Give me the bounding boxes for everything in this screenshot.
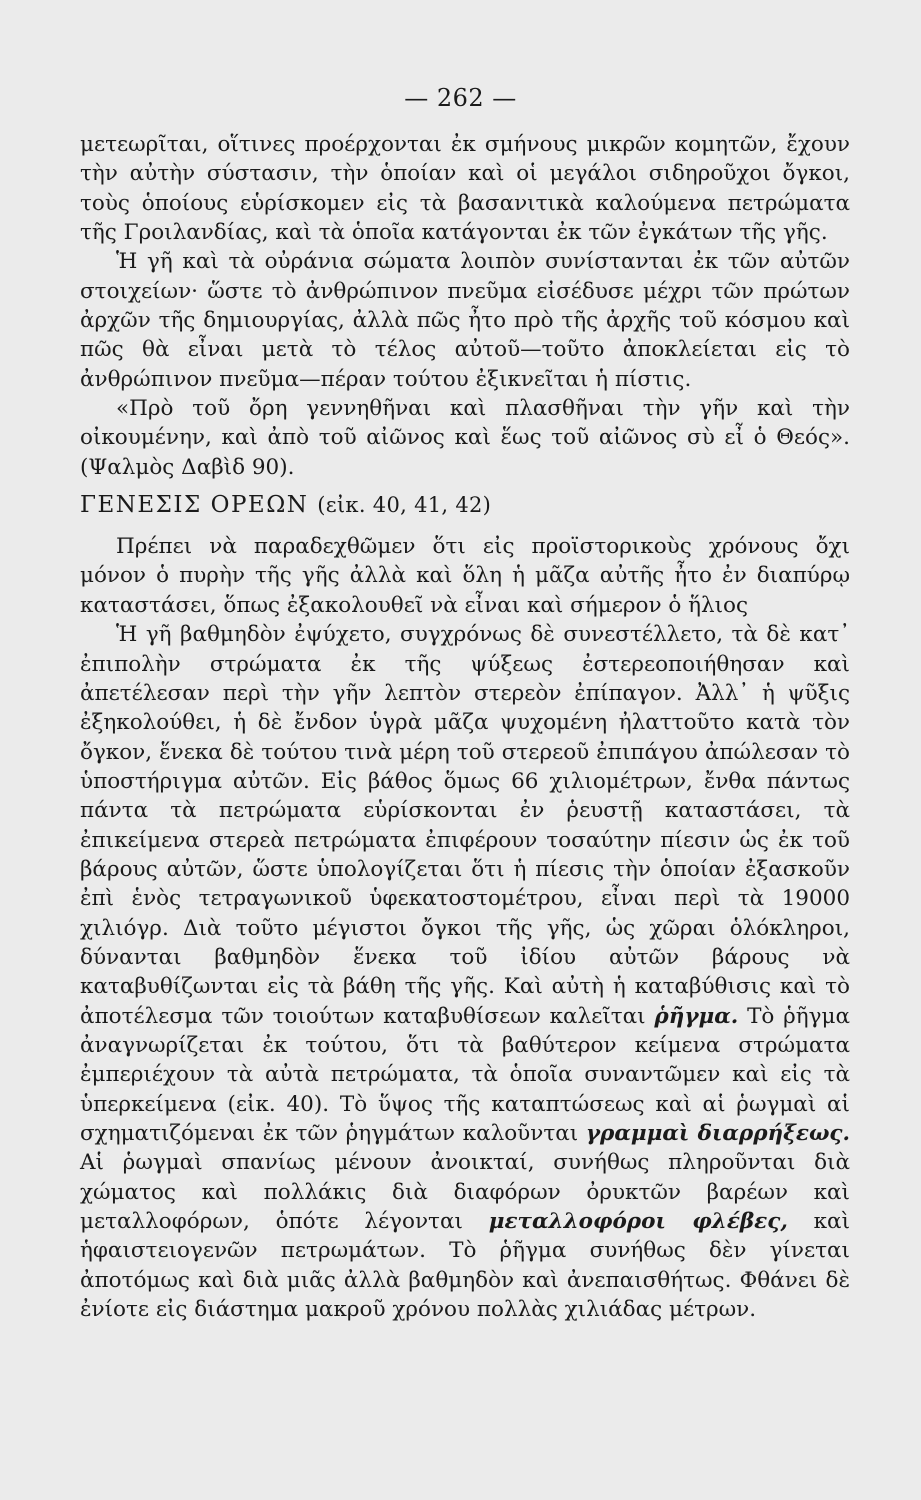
- paragraph-1: μετεωρῖται, οἵτινες προέρχονται ἐκ σμήνους μικρῶν κομητῶν, ἔχουν τὴν αὐτὴν σύστασιν, τὴν ὁποίαν καὶ οἱ μεγάλοι σιδηροῦχοι ὄγκοι, τοὺς ὁποίους εὑρίσκομεν εἰς τὰ βασανιτικὰ καλούμενα πετρώματα τῆς Γροιλανδίας, καὶ τὰ ὁποῖα κατάγονται ἐκ τῶν ἐγκάτων τῆς γῆς.: [80, 132, 850, 246]
- term-rhegma: ῥῆγμα.: [654, 1003, 739, 1029]
- section-heading: [80, 490, 850, 520]
- term-metallophoroi-phlebes: μεταλλοφόροι φλέβες,: [488, 1209, 788, 1235]
- paragraph-5-part-b: Τὸ ῥῆγμα ἀναγνωρίζεται ἐκ τούτου, ὅτι τὰ βαθύτερον κείμενα στρώματα ἐμπεριέχουν τὰ αὐτὰ πετρώματα, τὰ ὁποῖα συναντῶμεν καὶ εἰς τὰ ὑπερκείμενα (εἰκ. 40). Τὸ ὕψος τῆς καταπτώσεως καὶ αἱ ῥωγμαὶ αἱ σχηματιζόμεναι ἐκ τῶν ῥηγμάτων καλοῦνται: [80, 1003, 850, 1146]
- paragraph-5: [80, 620, 850, 1324]
- figure-reference: (εἰκ. 40, 41, 42): [317, 493, 492, 518]
- paragraph-5-part-c: Αἱ ῥωγμαὶ σπανίως μένουν ἀνοικταί, συνήθως πληροῦνται διὰ χώματος καὶ πολλάκις διὰ διαφόρων ὀρυκτῶν βαρέων καὶ μεταλλοφόρων, ὁπότε λέγονται: [80, 1150, 850, 1235]
- page-body: [80, 130, 850, 1324]
- paragraph-2: Ἡ γῆ καὶ τὰ οὐράνια σώματα λοιπὸν συνίστανται ἐκ τῶν αὐτῶν στοιχείων· ὥστε τὸ ἀνθρώπινον πνεῦμα εἰσέδυσε μέχρι τῶν πρώτων ἀρχῶν τῆς δημιουργίας, ἀλλὰ πῶς ἦτο πρὸ τῆς ἀρχῆς τοῦ κόσμου καὶ πῶς θὰ εἶναι μετὰ τὸ τέλος αὐτοῦ—τοῦτο ἀποκλείεται εἰς τὸ ἀνθρώπινον πνεῦμα—πέραν τούτου ἐξικνεῖται ἡ πίστις.: [80, 249, 850, 392]
- paragraph-5-part-d: καὶ ἡφαιστειογενῶν πετρωμάτων. Τὸ ῥῆγμα συνήθως δὲν γίνεται ἀποτόμως καὶ διὰ μιᾶς ἀλλὰ βαθμηδὸν καὶ ἀνεπαισθήτως. Φθάνει δὲ ἐνίοτε εἰς διάστημα μακροῦ χρόνου πολλὰς χιλιάδας μέτρων.: [80, 1209, 850, 1323]
- section-title: ΓΕΝΕΣΙΣ ΟΡΕΩΝ: [80, 492, 309, 519]
- paragraph-4: Πρέπει νὰ παραδεχθῶμεν ὅτι εἰς προϊστορικοὺς χρόνους ὄχι μόνον ὁ πυρὴν τῆς γῆς ἀλλὰ καὶ ὅλη ἡ μᾶζα αὐτῆς ἦτο ἐν διαπύρῳ καταστάσει, ὅπως ἐξακολουθεῖ νὰ εἶναι καὶ σήμερον ὁ ἥλιος: [80, 534, 850, 618]
- paragraph-5-part-a: Ἡ γῆ βαθμηδὸν ἐψύχετο, συγχρόνως δὲ συνεστέλλετο, τὰ δὲ κατ᾽ ἐπιπολὴν στρώματα ἐκ τῆς ψύξεως ἐστερεοποιήθησαν καὶ ἀπετέλεσαν περὶ τὴν γῆν λεπτὸν στερεὸν ἐπίπαγον. Ἀλλ᾽ ἡ ψῦξις ἐξηκολούθει, ἡ δὲ ἔνδον ὑγρὰ μᾶζα ψυχομένη ἠλαττοῦτο κατὰ τὸν ὄγκον, ἕνεκα δὲ τούτου τινὰ μέρη τοῦ στερεοῦ ἐπιπάγου ἀπώλεσαν τὸ ὑποστήριγμα αὐτῶν. Εἰς βάθος ὅμως 66 χιλιομέτρων, ἔνθα πάντως πάντα τὰ πετρώματα εὑρίσκονται ἐν ῥευστῇ καταστάσει, τὰ ἐπικείμενα στερεὰ πετρώματα ἐπιφέρουν τοσαύτην πίεσιν ὡς ἐκ τοῦ βάρους αὐτῶν, ὥστε ὑπολογίζεται ὅτι ἡ πίεσις τὴν ὁποίαν ἐξασκοῦν ἐπὶ ἑνὸς τετραγωνικοῦ ὑφεκατοστομέτρου, εἶναι περὶ τὰ 19000 χιλιόγρ. Διὰ τοῦτο μέγιστοι ὄγκοι τῆς γῆς, ὡς χῶραι ὁλόκληροι, δύνανται βαθμηδὸν ἕνεκα τοῦ ἰδίου αὐτῶν βάρους νὰ καταβυθίζωνται εἰς τὰ βάθη τῆς γῆς. Καὶ αὐτὴ ἡ καταβύθισις καὶ τὸ ἀποτέλεσμα τῶν τοιούτων καταβυθίσεων καλεῖται: [80, 622, 850, 1029]
- term-grammai-diarrhexeos: γραμμαὶ διαρρήξεως.: [585, 1121, 851, 1146]
- page-number: — 262 —: [404, 84, 517, 112]
- paragraph-3-quote: «Πρὸ τοῦ ὄρη γεννηθῆναι καὶ πλασθῆναι τὴν γῆν καὶ τὴν οἰκουμένην, καὶ ἀπὸ τοῦ αἰῶνος καὶ ἕως τοῦ αἰῶνος σὺ εἶ ὁ Θεός». (Ψαλμὸς Δαβὶδ 90).: [80, 396, 850, 480]
